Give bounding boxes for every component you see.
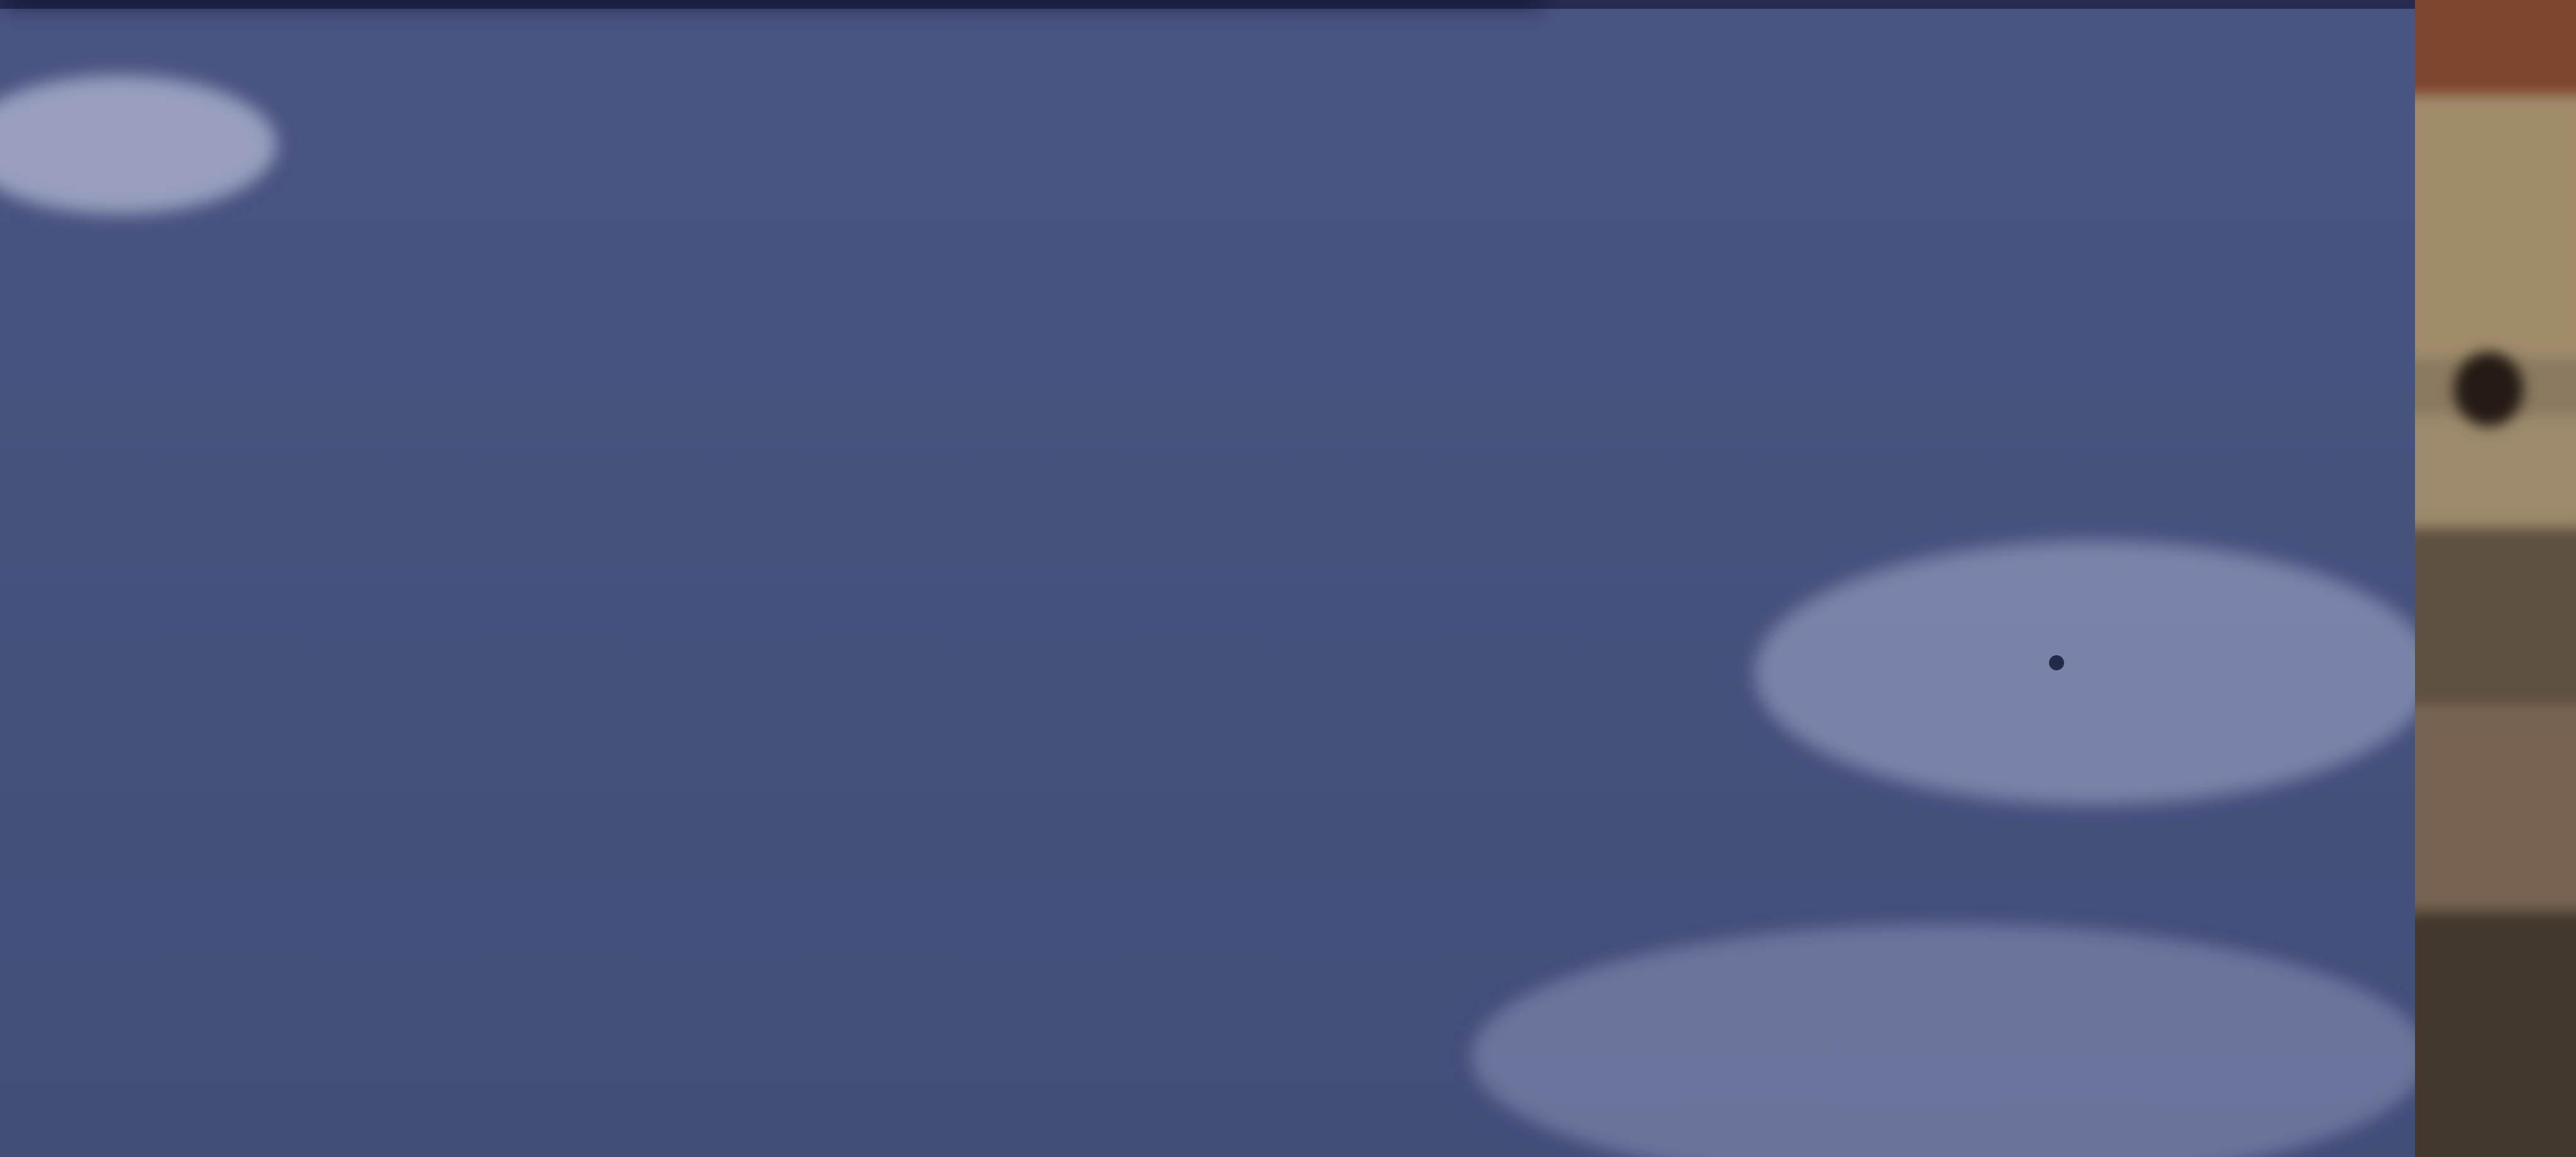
desk-scuff-streak [1472, 924, 2428, 1157]
arm-blur-shape [2415, 704, 2576, 931]
arm-blur-shape [2415, 94, 2576, 358]
desk-scuff-streak [0, 75, 277, 214]
arm-blur-shape [2415, 528, 2576, 717]
desk-dot-mark [2049, 655, 2064, 670]
arm-blur-shape [2415, 415, 2576, 541]
blurred-arm-panel [2415, 0, 2576, 1157]
desk-scuff-streak [1755, 541, 2434, 805]
arm-dark-spot [2454, 352, 2523, 426]
desk-top-shadow [0, 0, 2576, 9]
arm-blur-shape [2415, 912, 2576, 1157]
